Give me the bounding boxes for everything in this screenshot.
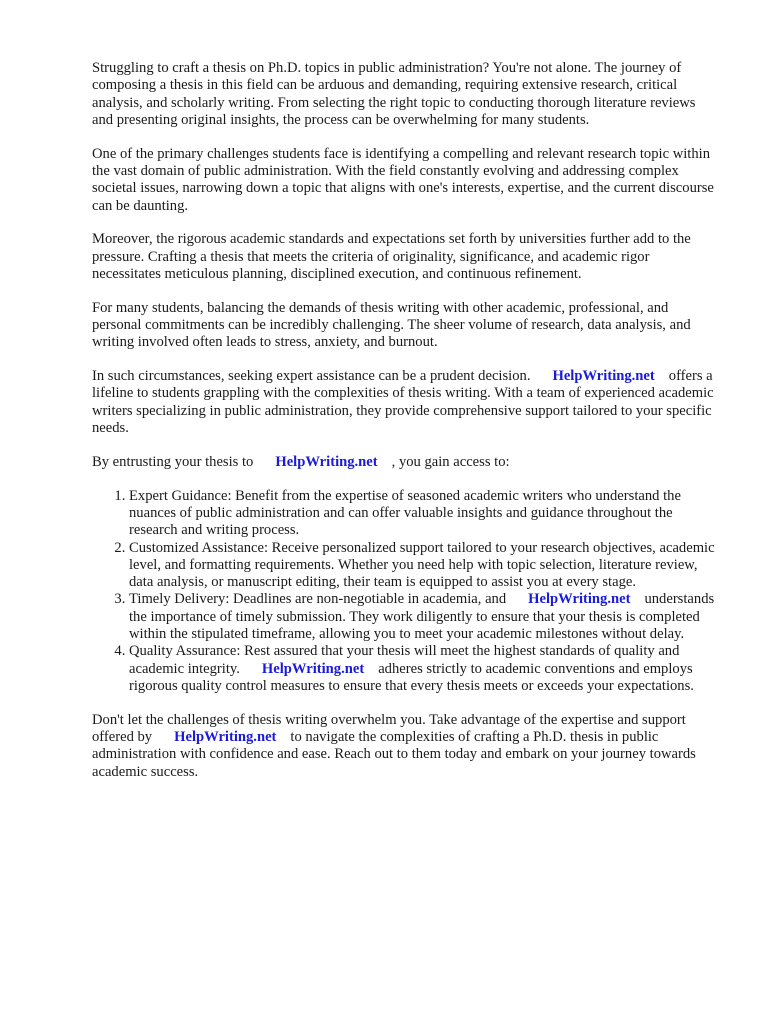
closing-text-before: Don't let the challenges of thesis writing overwhelm you. Take advantage of the expertise and support offered by xyxy=(92,711,686,745)
list-item xyxy=(129,488,716,540)
benefits-list xyxy=(92,488,716,696)
entrust-text-before: By entrusting your thesis to xyxy=(92,453,254,470)
list-item-text: Expert Guidance: Benefit from the expertise of seasoned academic writers who understand the nuances of public administration and can offer valuable insights and guidance throughout the research and writing process. xyxy=(129,487,681,539)
helpwriting-link[interactable]: HelpWriting.net xyxy=(261,660,365,677)
helpwriting-link[interactable]: HelpWriting.net xyxy=(528,591,631,608)
document-body xyxy=(92,60,716,797)
helpwriting-link[interactable]: HelpWriting.net xyxy=(552,368,655,385)
list-item-text-after: adheres strictly to academic conventions and employs rigorous quality control measures to ensure that every thesis meets or exceeds your expectations. xyxy=(129,660,694,694)
list-item-text-before: Quality Assurance: Rest assured that your thesis will meet the highest standards of quality and academic integrity. xyxy=(129,643,680,677)
closing-paragraph xyxy=(92,712,716,781)
balance-paragraph: For many students, balancing the demands of thesis writing with other academic, professional, and personal commitments can be incredibly challenging. The sheer volume of research, data analysis, and writing involved often leads to stress, anxiety, and burnout. xyxy=(92,299,691,351)
assistance-text-after: offers a lifeline to students grappling with the complexities of thesis writing. With a team of experienced academic writers specializing in public administration, they provide comprehensive support tailored to your specific needs. xyxy=(92,368,714,437)
entrust-paragraph xyxy=(92,454,716,471)
list-item-text-after: understands the importance of timely submission. They work diligently to ensure that your thesis is completed within the stipulated timeframe, allowing you to meet your academic milestones without delay. xyxy=(129,591,715,643)
list-item xyxy=(129,591,716,643)
list-item xyxy=(129,643,716,695)
entrust-text-after: , you gain access to: xyxy=(391,453,510,470)
list-item xyxy=(129,540,716,592)
helpwriting-link[interactable]: HelpWriting.net xyxy=(174,729,277,745)
standards-paragraph: Moreover, the rigorous academic standards and expectations set forth by universities further add to the pressure. Crafting a thesis that meets the criteria of originality, significance, and academic rigor necessitates meticulous planning, disciplined execution, and continuous refinement. xyxy=(92,231,691,282)
list-item-text-before: Timely Delivery: Deadlines are non-negotiable in academia, and xyxy=(129,591,507,608)
list-item-text: Customized Assistance: Receive personalized support tailored to your research objectives, academic level, and formatting requirements. Whether you need help with topic selection, literature review, data analysis, or manuscript editing, their team is equipped to assist you at every stage. xyxy=(129,539,715,591)
intro-paragraph: Struggling to craft a thesis on Ph.D. topics in public administration? You're not alone. The journey of composing a thesis in this field can be arduous and demanding, requiring extensive research, critical analysis, and scholarly writing. From selecting the right topic to conducting thorough literature reviews and presenting original insights, the process can be overwhelming for many students. xyxy=(92,60,696,128)
challenge-paragraph: One of the primary challenges students face is identifying a compelling and relevant research topic within the vast domain of public administration. With the field constantly evolving and addressing complex societal issues, narrowing down a topic that aligns with one's interests, expertise, and the current discourse can be daunting. xyxy=(92,145,714,214)
assistance-paragraph xyxy=(92,368,716,437)
assistance-text-before: In such circumstances, seeking expert assistance can be a prudent decision. xyxy=(92,368,531,385)
closing-text-after: to navigate the complexities of crafting a Ph.D. thesis in public administration with confidence and ease. Reach out to them today and embark on your journey towards academic success. xyxy=(92,729,696,780)
helpwriting-link[interactable]: HelpWriting.net xyxy=(275,453,378,470)
